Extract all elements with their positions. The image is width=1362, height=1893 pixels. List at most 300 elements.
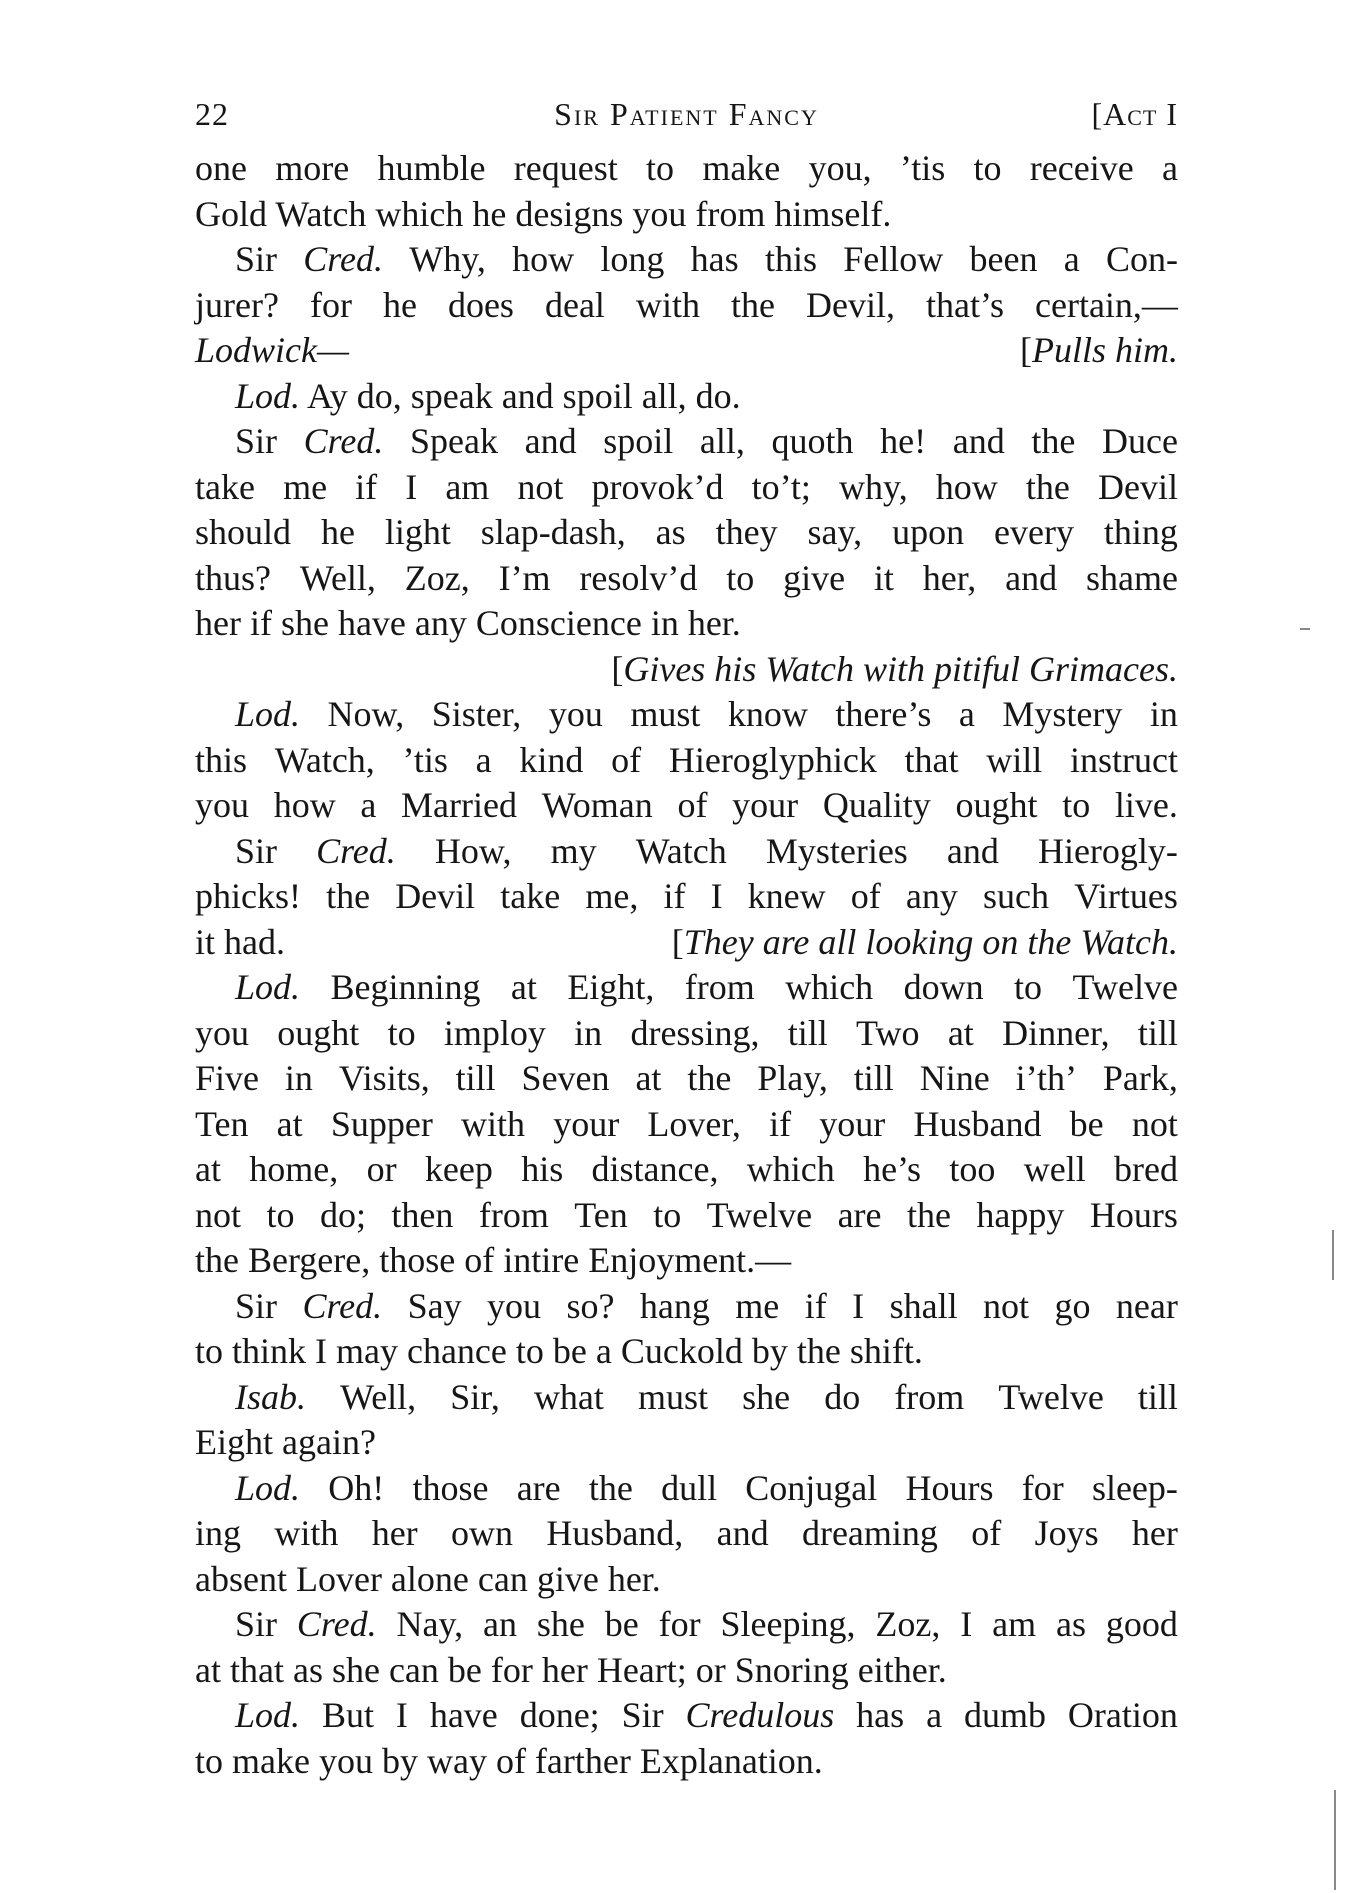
word: Cred. bbox=[303, 239, 383, 279]
word: Lod. bbox=[235, 967, 301, 1007]
word: receive bbox=[1029, 148, 1134, 188]
text-line bbox=[195, 783, 1178, 829]
word: down bbox=[903, 967, 984, 1007]
word: light bbox=[384, 512, 451, 552]
word: which bbox=[785, 967, 874, 1007]
word: the bbox=[906, 1194, 951, 1235]
text-line bbox=[195, 920, 1178, 966]
word: more bbox=[275, 148, 350, 188]
word: Dinner, bbox=[1002, 1012, 1110, 1053]
text-line bbox=[195, 1466, 1178, 1512]
word: too bbox=[949, 1149, 996, 1189]
word: Devil, bbox=[805, 284, 895, 325]
text-line bbox=[195, 374, 1178, 420]
word: Devil bbox=[1097, 466, 1178, 507]
text-line bbox=[195, 1011, 1178, 1057]
text-run: Lodwick— bbox=[195, 330, 350, 370]
word: he bbox=[382, 284, 417, 325]
word: and bbox=[524, 421, 577, 461]
word: distance, bbox=[591, 1149, 719, 1189]
word: am bbox=[445, 466, 490, 507]
word: be bbox=[1069, 1103, 1104, 1144]
word: slap-dash, bbox=[480, 512, 626, 552]
word: me bbox=[735, 1285, 780, 1326]
word: Sir bbox=[235, 1285, 278, 1326]
running-header bbox=[195, 96, 1178, 146]
text-run: Lod. bbox=[235, 375, 301, 416]
word: give bbox=[783, 557, 846, 598]
word: does bbox=[447, 284, 514, 325]
word: Well, bbox=[340, 1376, 417, 1417]
word: from bbox=[894, 1376, 965, 1417]
stage-direction bbox=[672, 920, 1178, 966]
word: Mysteries bbox=[765, 830, 908, 871]
word: Watch, bbox=[274, 739, 375, 780]
text-line bbox=[195, 1739, 1178, 1785]
word: shame bbox=[1085, 557, 1178, 598]
word: not bbox=[195, 1194, 242, 1235]
text-line bbox=[195, 465, 1178, 511]
word: take bbox=[195, 466, 255, 507]
word: at bbox=[510, 967, 537, 1007]
line-content bbox=[195, 1557, 661, 1603]
word: for bbox=[658, 1604, 701, 1644]
word: Park, bbox=[1102, 1058, 1178, 1098]
word: ought bbox=[955, 785, 1038, 825]
word: her bbox=[1131, 1513, 1178, 1553]
word: that bbox=[904, 739, 959, 780]
word: must bbox=[638, 1376, 709, 1417]
act-label: [Act I bbox=[1091, 96, 1178, 132]
text-line bbox=[195, 1193, 1178, 1239]
word: Sir bbox=[621, 1695, 664, 1735]
text-run: it had. bbox=[195, 921, 285, 962]
word: till bbox=[853, 1058, 894, 1098]
word: Beginning bbox=[330, 967, 481, 1007]
word: well bbox=[1023, 1149, 1086, 1189]
word: me bbox=[283, 466, 328, 507]
word: Sir, bbox=[450, 1376, 500, 1417]
word: in bbox=[574, 1012, 603, 1053]
word: Well, bbox=[299, 557, 376, 598]
word: been bbox=[969, 239, 1038, 279]
word: Hieroglyphick bbox=[668, 739, 877, 780]
word: Cred. bbox=[303, 421, 384, 461]
word: humble bbox=[377, 148, 486, 188]
word: how bbox=[935, 466, 998, 507]
text-line bbox=[195, 1056, 1178, 1102]
word: quoth bbox=[771, 421, 854, 461]
text-line bbox=[195, 146, 1178, 192]
word: from bbox=[684, 967, 755, 1007]
line-content bbox=[195, 601, 741, 647]
word: at bbox=[276, 1103, 303, 1144]
line-content bbox=[195, 1648, 947, 1694]
word: Supper bbox=[330, 1103, 433, 1144]
text-line bbox=[195, 1284, 1178, 1330]
word: I bbox=[852, 1285, 865, 1326]
word: till bbox=[787, 1012, 828, 1053]
word: in bbox=[284, 1058, 313, 1098]
text-line bbox=[195, 1147, 1178, 1193]
word: if bbox=[804, 1285, 827, 1326]
word: dumb bbox=[963, 1695, 1046, 1735]
word: why, bbox=[839, 466, 908, 507]
word: Joys bbox=[1034, 1513, 1099, 1553]
word: if bbox=[355, 466, 378, 507]
word: he’s bbox=[863, 1149, 922, 1189]
text-line bbox=[195, 965, 1178, 1011]
word: own bbox=[450, 1513, 513, 1553]
text-run: Ay do, speak and spoil all, do. bbox=[300, 375, 741, 416]
word: till bbox=[1137, 1376, 1178, 1417]
word: request bbox=[513, 148, 618, 188]
text-line bbox=[195, 1375, 1178, 1421]
text-line bbox=[195, 1602, 1178, 1648]
word: deal bbox=[544, 284, 605, 325]
word: if bbox=[663, 876, 686, 916]
text-line bbox=[195, 874, 1178, 920]
text-line bbox=[195, 419, 1178, 465]
word: to bbox=[973, 148, 1002, 188]
word: Credulous bbox=[685, 1695, 835, 1735]
line-content bbox=[195, 1420, 376, 1466]
word: they bbox=[715, 512, 778, 552]
word: Married bbox=[401, 785, 517, 825]
text-line bbox=[195, 1557, 1178, 1603]
line-content bbox=[195, 192, 891, 238]
word: go bbox=[1054, 1285, 1091, 1326]
word: you bbox=[548, 694, 603, 734]
word: long bbox=[600, 239, 665, 279]
word: a bbox=[926, 1695, 943, 1735]
word: Cred. bbox=[316, 830, 396, 871]
word: are bbox=[516, 1467, 561, 1508]
text-run: to make you by way of farther Explanation. bbox=[195, 1740, 823, 1781]
word: certain,— bbox=[1035, 284, 1178, 325]
word: phicks! bbox=[195, 876, 301, 916]
word: you bbox=[195, 785, 249, 825]
word: i’th’ bbox=[1015, 1058, 1077, 1098]
word: the bbox=[588, 1467, 633, 1508]
word: ought bbox=[277, 1012, 360, 1053]
word: those bbox=[412, 1467, 489, 1508]
word: will bbox=[986, 739, 1043, 780]
word: instruct bbox=[1070, 739, 1178, 780]
word: one bbox=[195, 148, 247, 188]
text-run: Gold Watch which he designs you from himself. bbox=[195, 193, 892, 234]
word: must bbox=[630, 694, 701, 734]
word: an bbox=[483, 1604, 517, 1644]
word: of bbox=[677, 785, 708, 825]
book-page bbox=[195, 96, 1178, 1784]
line-content bbox=[195, 1739, 823, 1785]
word: Con- bbox=[1105, 239, 1178, 279]
word: Lod. bbox=[235, 694, 301, 734]
speck bbox=[1334, 1790, 1336, 1890]
word: should bbox=[195, 512, 292, 552]
word: Sir bbox=[235, 830, 278, 871]
word: Sleeping, bbox=[720, 1604, 856, 1644]
word: the bbox=[1031, 421, 1076, 461]
text-run: [ bbox=[611, 648, 624, 689]
word: this bbox=[195, 739, 248, 780]
word: happy bbox=[976, 1194, 1065, 1235]
word: I bbox=[405, 466, 418, 507]
word: Hours bbox=[1089, 1194, 1178, 1235]
word: a bbox=[360, 785, 377, 825]
word: near bbox=[1115, 1285, 1178, 1326]
word: any bbox=[905, 876, 958, 916]
text-line bbox=[195, 692, 1178, 738]
word: Sister, bbox=[431, 694, 522, 734]
text-line bbox=[195, 829, 1178, 875]
word: how bbox=[512, 239, 575, 279]
word: But bbox=[321, 1695, 374, 1735]
text-line bbox=[195, 738, 1178, 784]
line-left bbox=[195, 328, 349, 374]
word: every bbox=[994, 512, 1074, 552]
word: are bbox=[837, 1194, 882, 1235]
word: Why, bbox=[409, 239, 486, 279]
word: Sir bbox=[235, 421, 278, 461]
word: Quality bbox=[822, 785, 931, 825]
word: not bbox=[1131, 1103, 1178, 1144]
word: Two bbox=[856, 1012, 920, 1053]
word: a bbox=[475, 739, 492, 780]
word: how bbox=[273, 785, 336, 825]
text-run: to think I may chance to be a Cuckold by the shift. bbox=[195, 1331, 923, 1371]
word: Sir bbox=[235, 1604, 278, 1644]
word: from bbox=[478, 1194, 549, 1235]
word: has bbox=[690, 239, 739, 279]
word: the bbox=[730, 284, 775, 325]
line-content bbox=[235, 374, 741, 420]
word: have bbox=[429, 1695, 498, 1735]
word: Play, bbox=[757, 1058, 828, 1098]
word: Cred. bbox=[296, 1604, 377, 1644]
word: at bbox=[635, 1058, 662, 1098]
word: imploy bbox=[443, 1012, 546, 1053]
word: it bbox=[873, 557, 894, 598]
word: Lover, bbox=[647, 1103, 741, 1144]
word: Nay, bbox=[396, 1604, 464, 1644]
text-line bbox=[195, 1420, 1178, 1466]
word: my bbox=[550, 830, 597, 871]
word: I bbox=[395, 1695, 408, 1735]
text-run: absent Lover alone can give her. bbox=[195, 1558, 661, 1599]
word: with bbox=[461, 1103, 526, 1144]
text-run: Gives his Watch with pitiful Grimaces. bbox=[623, 648, 1178, 689]
word: ’tis bbox=[899, 148, 946, 188]
word: a bbox=[1063, 239, 1080, 279]
word: to bbox=[1014, 967, 1043, 1007]
word: you bbox=[487, 1285, 541, 1326]
word: dressing, bbox=[630, 1012, 760, 1053]
word: for bbox=[1021, 1467, 1064, 1508]
word: and bbox=[946, 830, 999, 871]
text-line bbox=[195, 510, 1178, 556]
word: Seven bbox=[521, 1058, 610, 1098]
word: dull bbox=[661, 1467, 718, 1508]
word: Fellow bbox=[843, 239, 944, 279]
text-line bbox=[195, 1511, 1178, 1557]
speck bbox=[1300, 628, 1310, 630]
word: with bbox=[635, 284, 700, 325]
word: to bbox=[646, 148, 675, 188]
word: keep bbox=[424, 1149, 493, 1189]
text-run: They are all looking on the Watch. bbox=[683, 921, 1178, 962]
word: Mystery bbox=[1002, 694, 1123, 734]
word: to bbox=[387, 1012, 416, 1053]
word: she bbox=[742, 1376, 791, 1417]
word: I bbox=[710, 876, 723, 916]
word: hang bbox=[639, 1285, 710, 1326]
word: the bbox=[687, 1058, 732, 1098]
word: upon bbox=[892, 512, 965, 552]
word: for bbox=[309, 284, 352, 325]
text-line bbox=[195, 1693, 1178, 1739]
word: Zoz, bbox=[875, 1604, 941, 1644]
word: he bbox=[320, 512, 355, 552]
stage-direction bbox=[611, 647, 1178, 693]
word: knew bbox=[747, 876, 826, 916]
word: resolv’d bbox=[579, 557, 698, 598]
word: in bbox=[1149, 694, 1178, 734]
word: ’tis bbox=[402, 739, 448, 780]
word: say, bbox=[807, 512, 863, 552]
word: Eight, bbox=[567, 967, 655, 1007]
word: so? bbox=[566, 1285, 615, 1326]
word: Husband, bbox=[546, 1513, 684, 1553]
word: home, bbox=[249, 1149, 339, 1189]
margin-specks bbox=[1262, 0, 1362, 1893]
word: Isab. bbox=[235, 1376, 306, 1417]
word: with bbox=[274, 1513, 339, 1553]
word: to bbox=[266, 1194, 295, 1235]
word: this bbox=[764, 239, 817, 279]
word: of bbox=[971, 1513, 1002, 1553]
word: to bbox=[653, 1194, 682, 1235]
word: provok’d bbox=[591, 466, 724, 507]
text-run: Eight again? bbox=[195, 1422, 376, 1462]
word: Twelve bbox=[1072, 967, 1178, 1007]
word: done; bbox=[519, 1695, 600, 1735]
word: her bbox=[371, 1513, 418, 1553]
word: as bbox=[1056, 1604, 1087, 1644]
word: Say bbox=[407, 1285, 462, 1326]
word: the bbox=[326, 876, 371, 916]
word: live. bbox=[1114, 785, 1178, 825]
text-run: her if she have any Conscience in her. bbox=[195, 603, 741, 643]
word: and bbox=[952, 421, 1005, 461]
word: Husband bbox=[913, 1103, 1042, 1144]
word: at bbox=[947, 1012, 974, 1053]
word: Duce bbox=[1102, 421, 1178, 461]
text-line bbox=[195, 328, 1178, 374]
text-line bbox=[195, 192, 1178, 238]
word: your bbox=[819, 1103, 886, 1144]
text-line bbox=[195, 601, 1178, 647]
running-title: Sir Patient Fancy bbox=[554, 96, 819, 132]
text-run: [ bbox=[671, 921, 684, 962]
word: Lod. bbox=[235, 1467, 301, 1508]
word: know bbox=[727, 694, 808, 734]
word: I bbox=[960, 1604, 973, 1644]
word: a bbox=[1161, 148, 1178, 188]
word: as bbox=[655, 512, 686, 552]
play-text bbox=[195, 146, 1178, 1784]
word: to’t; bbox=[751, 466, 811, 507]
word: your bbox=[553, 1103, 620, 1144]
word: of bbox=[611, 739, 642, 780]
word: Ten bbox=[574, 1194, 628, 1235]
word: Five bbox=[195, 1058, 260, 1098]
word: not bbox=[983, 1285, 1030, 1326]
line-content bbox=[195, 1329, 923, 1375]
word: good bbox=[1105, 1604, 1178, 1644]
word: a bbox=[958, 694, 975, 734]
word: Twelve bbox=[706, 1194, 813, 1235]
word: Virtues bbox=[1074, 876, 1178, 916]
word: at bbox=[195, 1149, 221, 1189]
word: do bbox=[824, 1376, 861, 1417]
word: has bbox=[856, 1695, 905, 1735]
word: to bbox=[1062, 785, 1091, 825]
word: dreaming bbox=[801, 1513, 938, 1553]
word: Zoz, bbox=[404, 557, 470, 598]
word: Woman bbox=[541, 785, 653, 825]
word: of bbox=[850, 876, 881, 916]
word: then bbox=[391, 1194, 454, 1235]
word: Speak bbox=[409, 421, 498, 461]
word: Ten bbox=[195, 1103, 249, 1144]
word: not bbox=[517, 466, 564, 507]
word: Devil bbox=[395, 876, 476, 916]
word: Conjugal bbox=[745, 1467, 878, 1508]
word: he! bbox=[880, 421, 927, 461]
word: kind bbox=[519, 739, 584, 780]
word: she bbox=[536, 1604, 585, 1644]
text-run: Pulls him. bbox=[1031, 330, 1178, 370]
word: spoil bbox=[603, 421, 674, 461]
word: you bbox=[195, 1012, 249, 1053]
word: am bbox=[992, 1604, 1037, 1644]
word: I’m bbox=[498, 557, 551, 598]
word: to bbox=[726, 557, 755, 598]
word: Now, bbox=[327, 694, 405, 734]
word: till bbox=[1137, 1012, 1178, 1053]
stage-direction bbox=[1020, 328, 1178, 374]
word: till bbox=[455, 1058, 496, 1098]
text-run: at that as she can be for her Heart; or Snoring either. bbox=[195, 1649, 947, 1690]
word: jurer? bbox=[195, 284, 279, 325]
word: all, bbox=[699, 421, 745, 461]
text-line bbox=[195, 1238, 1178, 1284]
word: Oh! bbox=[328, 1467, 385, 1508]
word: Nine bbox=[919, 1058, 990, 1098]
word: thing bbox=[1103, 512, 1178, 552]
word: Sir bbox=[235, 239, 278, 279]
word: thus? bbox=[195, 557, 271, 598]
line-left bbox=[195, 920, 285, 966]
word: you, bbox=[808, 148, 872, 188]
word: Hierogly- bbox=[1037, 830, 1178, 871]
word: your bbox=[732, 785, 799, 825]
text-line bbox=[195, 1329, 1178, 1375]
word: which bbox=[746, 1149, 835, 1189]
word: his bbox=[521, 1149, 564, 1189]
